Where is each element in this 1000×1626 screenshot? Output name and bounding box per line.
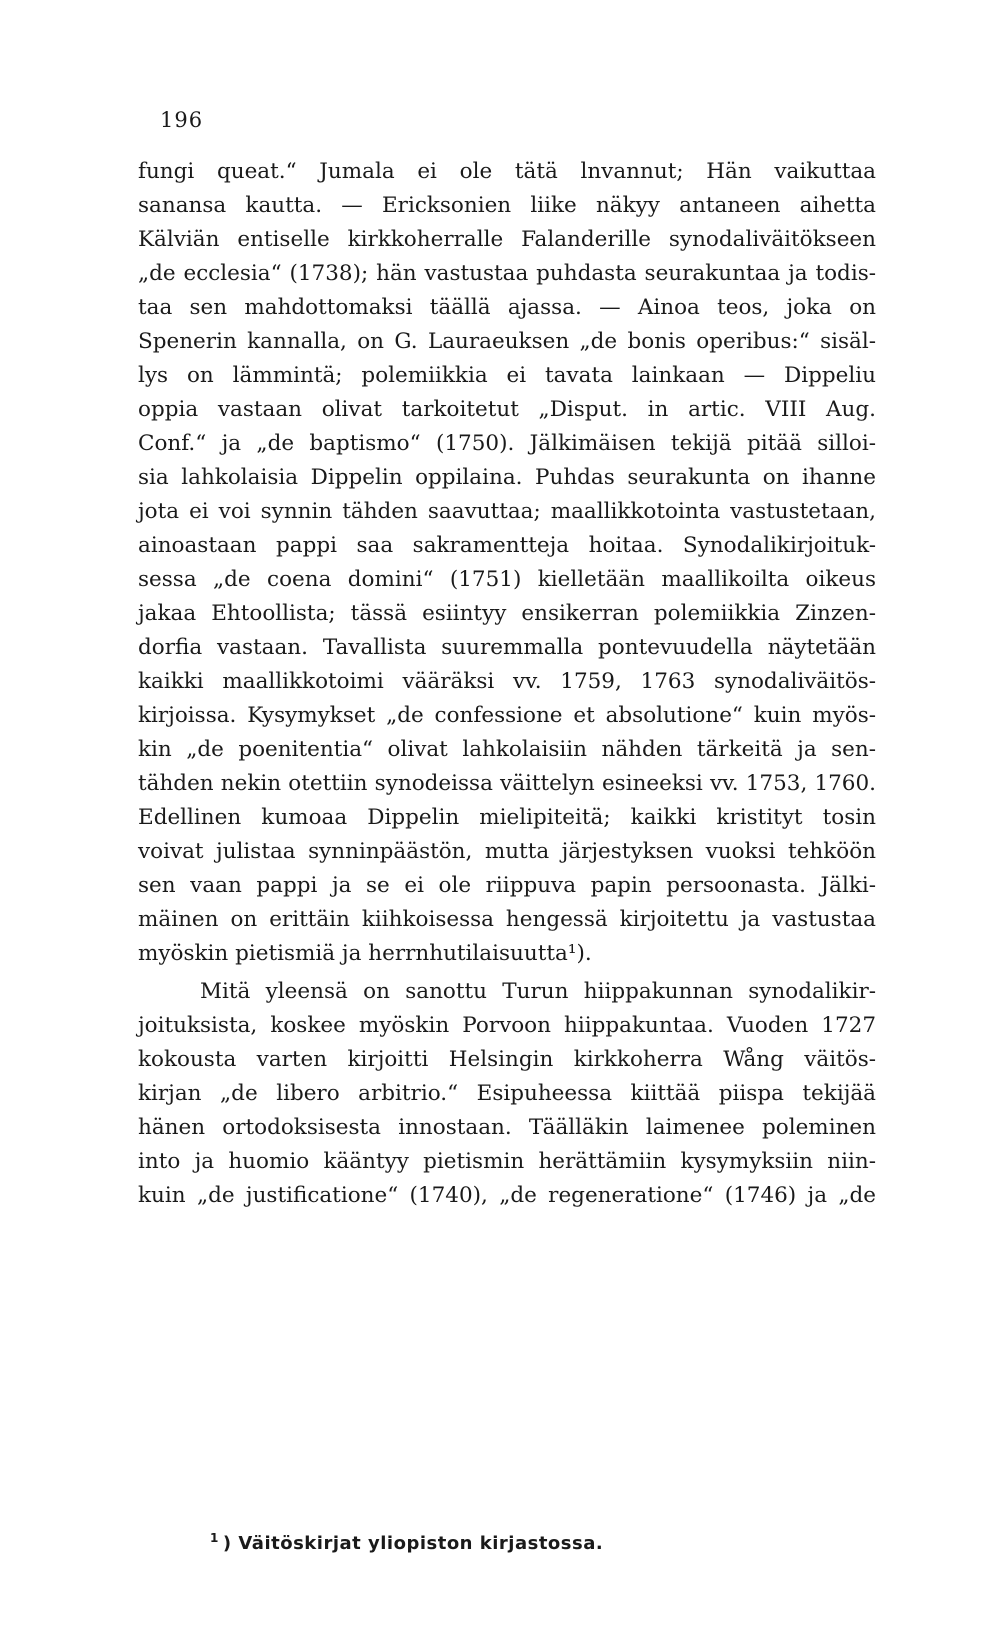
text-line: into ja huomio kääntyy pietismin herättämiin kysymyksiin niin- bbox=[138, 1149, 876, 1174]
text-line: Conf.“ ja „de baptismo“ (1750). Jälkimäisen tekijä pitää silloi- bbox=[138, 431, 876, 456]
footnote-text: ) Väitöskirjat yliopiston kirjastossa. bbox=[222, 1533, 604, 1554]
text-line: Edellinen kumoaa Dippelin mielipiteitä; kaikki kristityt tosin bbox=[138, 805, 876, 830]
text-line: kaikki maallikkotoimi vääräksi vv. 1759, 1763 synodaliväitös- bbox=[138, 669, 876, 694]
text-line: „de ecclesia“ (1738); hän vastustaa puhdasta seurakuntaa ja todis- bbox=[138, 261, 876, 286]
text-line: oppia vastaan olivat tarkoitetut „Disput. in artic. VIII Aug. bbox=[138, 397, 876, 422]
text-line: myöskin pietismiä ja herrnhutilaisuutta¹). bbox=[138, 941, 592, 966]
text-line: kirjan „de libero arbitrio.“ Esipuheessa kiittää piispa tekijää bbox=[138, 1081, 876, 1106]
text-line: kokousta varten kirjoitti Helsingin kirkkoherra Wång väitös- bbox=[138, 1047, 876, 1072]
text-line: kuin „de justificatione“ (1740), „de regeneratione“ (1746) ja „de bbox=[138, 1183, 876, 1208]
text-line: voivat julistaa synninpäästön, mutta järjestyksen vuoksi tehköön bbox=[138, 839, 876, 864]
text-line: tähden nekin otettiin synodeissa väittelyn esineeksi vv. 1753, 1760. bbox=[138, 771, 876, 796]
text-line: dorfia vastaan. Tavallista suuremmalla pontevuudella näytetään bbox=[138, 635, 876, 660]
text-line: taa sen mahdottomaksi täällä ajassa. — Ainoa teos, joka on bbox=[138, 295, 876, 320]
text-line: kirjoissa. Kysymykset „de confessione et absolutione“ kuin myös- bbox=[138, 703, 876, 728]
text-line: ainoastaan pappi saa sakramentteja hoitaa. Synodalikirjoituk- bbox=[138, 533, 876, 558]
paragraph-2 bbox=[138, 975, 876, 1213]
text-line: fungi queat.“ Jumala ei ole tätä lnvannut; Hän vaikuttaa bbox=[138, 159, 876, 184]
text-line: Spenerin kannalla, on G. Lauraeuksen „de bonis operibus:“ sisäl- bbox=[138, 329, 876, 354]
text-line: lys on lämmintä; polemiikkia ei tavata lainkaan — Dippeliu bbox=[138, 363, 876, 388]
text-line: Kälviän entiselle kirkkoherralle Falanderille synodaliväitökseen bbox=[138, 227, 876, 252]
body-text bbox=[138, 155, 876, 1213]
text-line: jota ei voi synnin tähden saavuttaa; maallikkotointa vastustetaan, bbox=[138, 499, 876, 524]
footnote-marker: 1 bbox=[210, 1531, 219, 1545]
text-line: mäinen on erittäin kiihkoisessa hengessä kirjoitettu ja vastustaa bbox=[138, 907, 876, 932]
text-line: sen vaan pappi ja se ei ole riippuva papin persoonasta. Jälki- bbox=[138, 873, 876, 898]
text-line: hänen ortodoksisesta innostaan. Täälläkin laimenee poleminen bbox=[138, 1115, 876, 1140]
paragraph-1 bbox=[138, 155, 876, 971]
footnote bbox=[210, 1531, 603, 1554]
text-line: Mitä yleensä on sanottu Turun hiippakunnan synodalikir- bbox=[200, 979, 876, 1004]
text-line: sia lahkolaisia Dippelin oppilaina. Puhdas seurakunta on ihanne bbox=[138, 465, 876, 490]
text-line: sanansa kautta. — Ericksonien liike näkyy antaneen aihetta bbox=[138, 193, 876, 218]
text-line: sessa „de coena domini“ (1751) kielletään maallikoilta oikeus bbox=[138, 567, 876, 592]
page-number: 196 bbox=[160, 108, 204, 132]
text-line: jakaa Ehtoollista; tässä esiintyy ensikerran polemiikkia Zinzen- bbox=[138, 601, 876, 626]
text-line: joituksista, koskee myöskin Porvoon hiippakuntaa. Vuoden 1727 bbox=[138, 1013, 876, 1038]
text-line: kin „de poenitentia“ olivat lahkolaisiin nähden tärkeitä ja sen- bbox=[138, 737, 876, 762]
